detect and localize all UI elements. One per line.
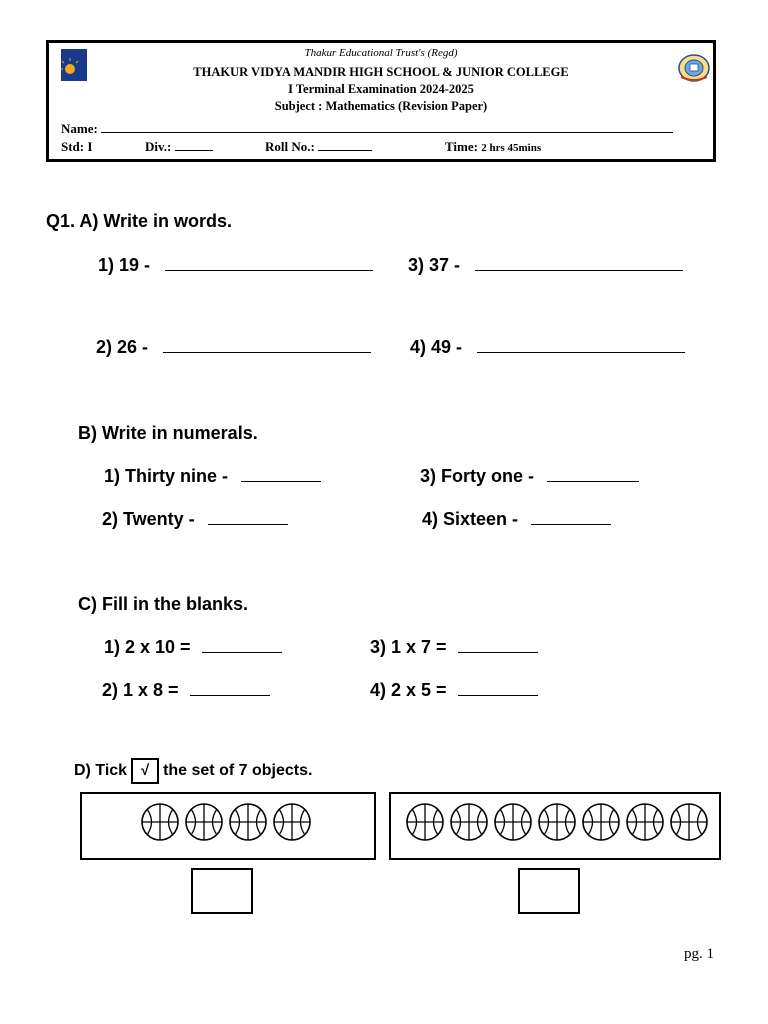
answer-blank <box>531 524 611 525</box>
object-set-a <box>80 792 376 860</box>
q1b-item-4: 4) Sixteen - <box>422 509 611 530</box>
q1c-item-2: 2) 1 x 8 = <box>102 680 270 701</box>
roll-label: Roll No.: <box>265 139 315 154</box>
q1a-item-3: 3) 37 - <box>408 255 683 276</box>
roll-blank <box>318 150 372 151</box>
q1a-title: Q1. A) Write in words. <box>46 211 233 231</box>
basketball-icon <box>140 802 180 842</box>
basketball-icon <box>669 802 709 842</box>
div-blank <box>175 150 213 151</box>
answer-blank <box>165 270 373 271</box>
name-blank <box>101 132 673 133</box>
header-box <box>46 40 716 162</box>
q1a-item-4: 4) 49 - <box>410 337 685 358</box>
answer-blank <box>458 695 538 696</box>
time-value: 2 hrs 45mins <box>481 142 542 154</box>
q1b-item-1: 1) Thirty nine - <box>104 466 321 487</box>
basketball-icon <box>228 802 268 842</box>
tick-mark-box: √ <box>131 758 159 784</box>
q1b-item-2: 2) Twenty - <box>102 509 288 530</box>
basketball-icon <box>184 802 224 842</box>
answer-blank <box>163 352 371 353</box>
answer-blank <box>208 524 288 525</box>
exam-title: I Terminal Examination 2024-2025 <box>288 82 474 96</box>
q1b-title: B) Write in numerals. <box>78 423 258 443</box>
basketball-icon <box>537 802 577 842</box>
div-row <box>145 139 213 155</box>
q1c-title: C) Fill in the blanks. <box>78 594 249 614</box>
q1a-item-2: 2) 26 - <box>96 337 371 358</box>
basketball-icon <box>581 802 621 842</box>
q1b-item-3: 3) Forty one - <box>420 466 639 487</box>
q1c-item-3: 3) 1 x 7 = <box>370 637 538 658</box>
page-number: pg. 1 <box>684 946 714 962</box>
roll-row <box>265 139 372 155</box>
answer-blank <box>475 270 683 271</box>
answer-blank <box>458 652 538 653</box>
name-label: Name: <box>61 121 98 136</box>
basketball-icon <box>272 802 312 842</box>
q1c-item-4: 4) 2 x 5 = <box>370 680 538 701</box>
basketball-icon <box>405 802 445 842</box>
school-name: THAKUR VIDYA MANDIR HIGH SCHOOL & JUNIOR COLLEGE <box>193 65 569 79</box>
time-label: Time: <box>445 139 478 154</box>
answer-blank <box>202 652 282 653</box>
q1d-title: D) Tick √ the set of 7 objects. <box>74 758 312 784</box>
name-row <box>61 121 673 137</box>
div-label: Div.: <box>145 139 172 154</box>
tick-answer-box-a[interactable] <box>191 868 253 914</box>
tick-answer-box-b[interactable] <box>518 868 580 914</box>
answer-blank <box>547 481 639 482</box>
trust-name: Thakur Educational Trust's (Regd) <box>304 47 458 59</box>
basketball-icon <box>449 802 489 842</box>
object-set-b <box>389 792 721 860</box>
answer-blank <box>477 352 685 353</box>
time-row <box>445 139 541 155</box>
q1c-item-1: 1) 2 x 10 = <box>104 637 282 658</box>
answer-blank <box>241 481 321 482</box>
std-label: Std: I <box>61 139 93 154</box>
basketball-icon <box>493 802 533 842</box>
q1a-item-1: 1) 19 - <box>98 255 373 276</box>
basketball-icon <box>625 802 665 842</box>
subject-line: Subject : Mathematics (Revision Paper) <box>274 99 488 113</box>
answer-blank <box>190 695 270 696</box>
